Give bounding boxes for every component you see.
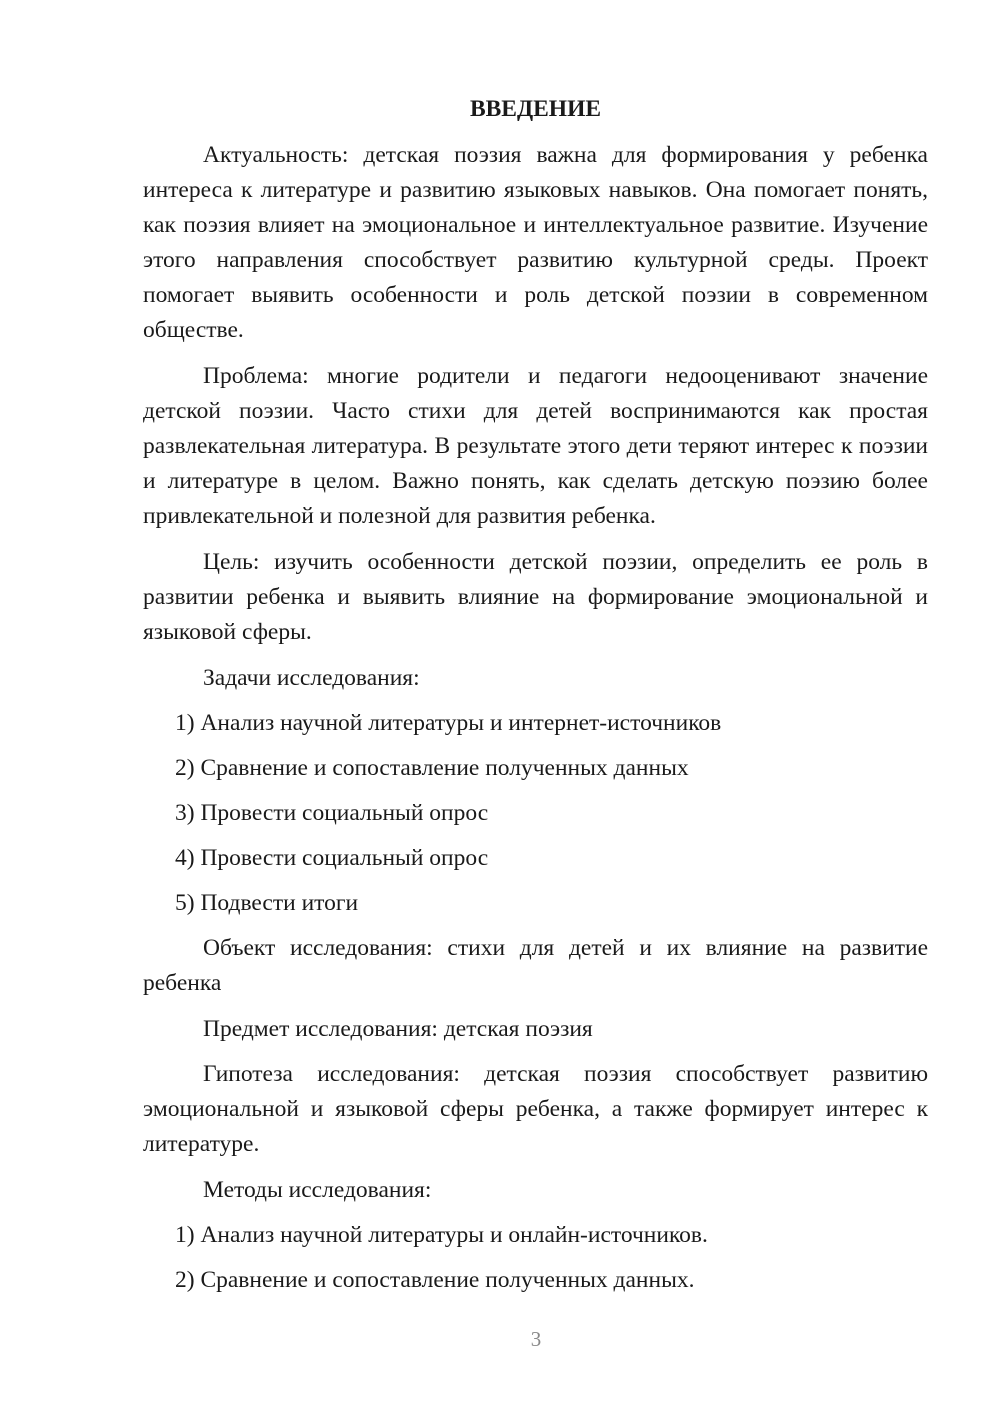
- subject-paragraph: Предмет исследования: детская поэзия: [203, 1016, 593, 1042]
- list-item: 3) Провести социальный опрос: [175, 800, 489, 826]
- tasks-list: [143, 706, 928, 921]
- page-number: 3: [530, 1327, 542, 1351]
- list-item: 2) Сравнение и сопоставление полученных данных: [175, 755, 689, 781]
- methods-label: Методы исследования:: [203, 1177, 432, 1203]
- list-item: 2) Сравнение и сопоставление полученных данных.: [175, 1267, 695, 1293]
- list-item: 5) Подвести итоги: [175, 890, 359, 916]
- page-content: [143, 92, 928, 1308]
- list-item: 4) Провести социальный опрос: [175, 845, 489, 871]
- methods-list: [143, 1218, 928, 1298]
- problem-paragraph: Проблема: многие родители и педагоги недооценивают значение детской поэзии. Часто стихи для детей воспринимаются как простая развлекательная литература. В результате этого дети теряют интерес к поэзии и литературе в целом. Важно понять, как сделать детскую поэзию более привлекательной и полезной для развития ребенка.: [143, 363, 928, 529]
- hypothesis-paragraph: Гипотеза исследования: детская поэзия способствует развитию эмоциональной и языковой сферы ребенка, а также формирует интерес к литературе.: [143, 1061, 928, 1157]
- relevance-paragraph: Актуальность: детская поэзия важна для формирования у ребенка интереса к литературе и развитию языковых навыков. Она помогает понять, как поэзия влияет на эмоциональное и интеллектуальное развитие. Изучение этого направления способствует развитию культурной среды. Проект помогает выявить особенности и роль детской поэзии в современном обществе.: [143, 142, 928, 343]
- section-title: ВВЕДЕНИЕ: [469, 96, 602, 122]
- list-item: 1) Анализ научной литературы и онлайн-источников.: [175, 1222, 708, 1248]
- object-paragraph: Объект исследования: стихи для детей и их влияние на развитие ребенка: [143, 935, 928, 996]
- tasks-label: Задачи исследования:: [203, 665, 420, 691]
- list-item: 1) Анализ научной литературы и интернет-источников: [175, 710, 722, 736]
- goal-paragraph: Цель: изучить особенности детской поэзии, определить ее роль в развитии ребенка и выявить влияние на формирование эмоциональной и языковой сферы.: [143, 549, 928, 645]
